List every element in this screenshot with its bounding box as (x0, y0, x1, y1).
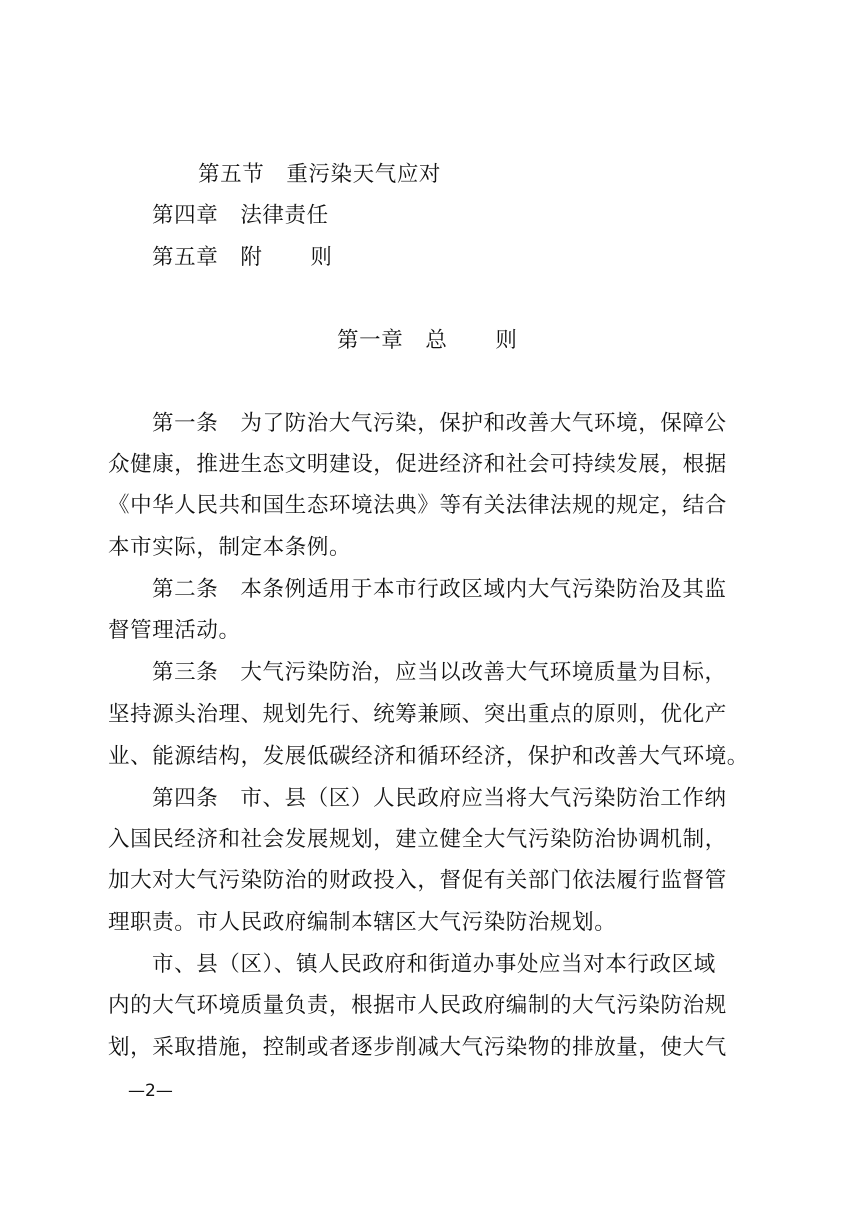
body-line: 坚持源头治理、规划先行、统筹兼顾、突出重点的原则，优化产 (108, 702, 727, 727)
toc-chapter-5-number: 第五章 (152, 245, 219, 270)
body-line: 第一条 为了防治大气污染，保护和改善大气环境，保障公 (152, 411, 727, 436)
body-line: 督管理活动。 (108, 618, 241, 643)
body-line: 市、县（区）、镇人民政府和街道办事处应当对本行政区域 (152, 952, 716, 977)
body-line: 第四条 市、县（区）人民政府应当将大气污染防治工作纳 (152, 786, 727, 811)
chapter-heading-number: 第一章 (337, 328, 404, 353)
toc-section-5-title: 重污染天气应对 (286, 162, 442, 187)
body-line: 第二条 本条例适用于本市行政区域内大气污染防治及其监 (152, 577, 727, 602)
toc-chapter-5-title-part-1: 附 (240, 245, 263, 270)
body-line: 众健康，推进生态文明建设，促进经济和社会可持续发展，根据 (108, 452, 727, 477)
chapter-heading-title-part-2: 则 (495, 328, 518, 353)
body-line: 本市实际，制定本条例。 (108, 535, 352, 560)
toc-section-5-number: 第五节 (198, 162, 265, 187)
toc-chapter-5-title-part-2: 则 (310, 245, 333, 270)
toc-chapter-4-number: 第四章 (152, 203, 219, 228)
body-line: 《中华人民共和国生态环境法典》等有关法律法规的规定，结合 (108, 493, 727, 518)
body-line: 业、能源结构，发展低碳经济和循环经济，保护和改善大气环境。 (108, 744, 749, 769)
toc-chapter-5 (152, 243, 333, 273)
body-line: 划，采取措施，控制或者逐步削减大气污染物的排放量，使大气 (108, 1035, 727, 1060)
chapter-heading (337, 326, 518, 356)
chapter-heading-title-part-1: 总 (425, 328, 448, 353)
body-line: 第三条 大气污染防治，应当以改善大气环境质量为目标， (152, 660, 727, 685)
toc-chapter-4-title: 法律责任 (240, 203, 329, 228)
toc-section-5 (198, 160, 441, 190)
page-number: —2— (128, 1081, 173, 1101)
body-line: 入国民经济和社会发展规划，建立健全大气污染防治协调机制， (108, 827, 727, 852)
toc-chapter-4 (152, 201, 329, 231)
body-line: 理职责。市人民政府编制本辖区大气污染防治规划。 (108, 910, 617, 935)
body-line: 内的大气环境质量负责，根据市人民政府编制的大气污染防治规 (108, 993, 727, 1018)
body-line: 加大对大气污染防治的财政投入，督促有关部门依法履行监督管 (108, 868, 727, 893)
